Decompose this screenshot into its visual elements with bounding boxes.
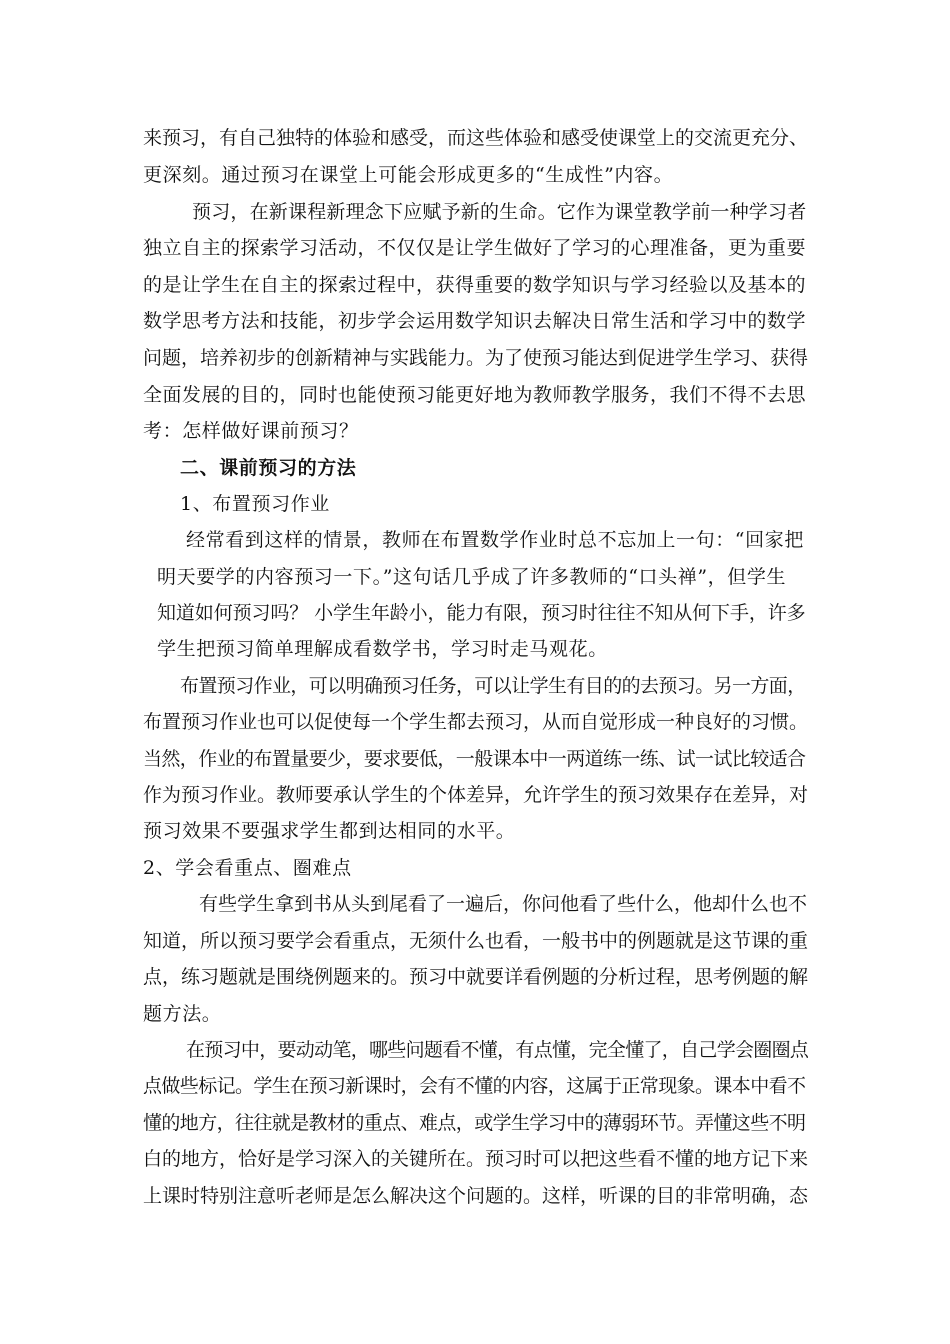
- paragraph-line: 知道如何预习吗？ 小学生年龄小，能力有限，预习时往往不知从何下手，许多: [157, 602, 806, 624]
- section-heading: 二、课前预习的方法: [180, 457, 357, 479]
- paragraph-line: 全面发展的目的，同时也能使预习能更好地为教师教学服务，我们不得不去思: [143, 384, 807, 406]
- paragraph-line: 预习效果不要强求学生都到达相同的水平。: [143, 820, 516, 842]
- paragraph-line: 独立自主的探索学习活动，不仅仅是让学生做好了学习的心理准备，更为重要: [143, 237, 807, 259]
- paragraph-line: 预习，在新课程新理念下应赋予新的生命。它作为课堂教学前一种学习者: [192, 201, 807, 223]
- paragraph-line: 学生把预习简单理解成看数学书，学习时走马观花。: [157, 638, 608, 660]
- paragraph-line: 考：怎样做好课前预习？: [143, 420, 359, 442]
- paragraph-line: 更深刻。通过预习在课堂上可能会形成更多的“生成性”内容。: [143, 164, 674, 186]
- paragraph-line: 有些学生拿到书从头到尾看了一遍后，你问他看了些什么，他却什么也不: [199, 893, 808, 915]
- paragraph-line: 点，练习题就是围绕例题来的。预习中就要详看例题的分析过程，思考例题的解: [143, 966, 809, 988]
- paragraph-line: 上课时特别注意听老师是怎么解决这个问题的。这样，听课的目的非常明确，态: [143, 1185, 809, 1207]
- paragraph-line: 题方法。: [143, 1003, 222, 1025]
- subsection-heading: 1、布置预习作业: [180, 493, 330, 515]
- paragraph-line: 懂的地方，往往就是教材的重点、难点，或学生学习中的薄弱环节。弄懂这些不明: [143, 1112, 806, 1134]
- paragraph-line: 来预习，有自己独特的体验和感受，而这些体验和感受使课堂上的交流更充分、: [143, 127, 809, 149]
- paragraph-line: 知道，所以预习要学会看重点，无须什么也看，一般书中的例题就是这节课的重: [143, 930, 809, 952]
- subsection-heading: 2、学会看重点、圈难点: [143, 857, 352, 879]
- paragraph-line: 白的地方，恰好是学习深入的关键所在。预习时可以把这些看不懂的地方记下来: [143, 1148, 809, 1170]
- paragraph-line: 经常看到这样的情景，教师在布置数学作业时总不忘加上一句：“回家把: [186, 529, 804, 551]
- paragraph-line: 明天要学的内容预习一下。”这句话几乎成了许多教师的“口头禅”，但学生: [157, 566, 787, 588]
- paragraph-line: 布置预习作业也可以促使每一个学生都去预习，从而自觉形成一种良好的习惯。: [143, 711, 809, 733]
- paragraph-line: 数学思考方法和技能，初步学会运用数学知识去解决日常生活和学习中的数学: [143, 310, 807, 332]
- paragraph-line: 在预习中，要动动笔，哪些问题看不懂，有点懂，完全懂了，自己学会圈圈点: [186, 1039, 809, 1061]
- paragraph-line: 问题，培养初步的创新精神与实践能力。为了使预习能达到促进学生学习、获得: [143, 347, 809, 369]
- paragraph-line: 点做些标记。学生在预习新课时，会有不懂的内容，这属于正常现象。课本中看不: [143, 1075, 806, 1097]
- paragraph-line: 的是让学生在自主的探索过程中，获得重要的数学知识与学习经验以及基本的: [143, 274, 807, 296]
- paragraph-line: 布置预习作业，可以明确预习任务，可以让学生有目的的去预习。另一方面，: [180, 675, 806, 697]
- paragraph-line: 作为预习作业。教师要承认学生的个体差异，允许学生的预习效果存在差异，对: [143, 784, 809, 806]
- paragraph-line: 当然，作业的布置量要少，要求要低，一般课本中一两道练一练、试一试比较适合: [143, 748, 806, 770]
